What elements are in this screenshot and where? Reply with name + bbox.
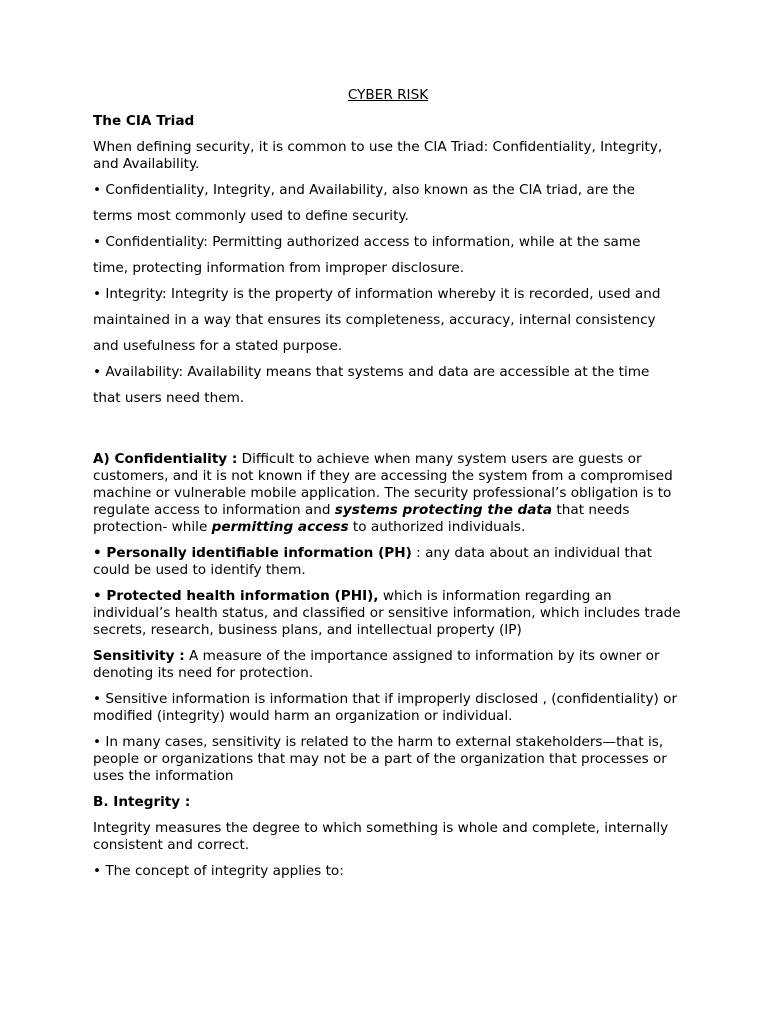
phi-paragraph: [93, 588, 683, 639]
bullet-cia-line1: • Confidentiality, Integrity, and Availability, also known as the CIA triad, are the: [93, 182, 635, 198]
intro-paragraph: When defining security, it is common to use the CIA Triad: Confidentiality, Integrity, and Availability.: [93, 139, 663, 172]
confidentiality-label: A) Confidentiality :: [93, 451, 238, 467]
section-gap: [93, 416, 683, 451]
cia-heading: The CIA Triad: [93, 113, 195, 129]
bullet-integrity-line2: maintained in a way that ensures its completeness, accuracy, internal consistency: [93, 312, 656, 328]
integrity-bullet-1: • The concept of integrity applies to:: [93, 863, 344, 879]
bullet-integrity-line1: • Integrity: Integrity is the property of information whereby it is recorded, used and: [93, 286, 661, 302]
confidentiality-text-3: to authorized individuals.: [348, 519, 526, 535]
phi-text: which is information regarding an individual’s health status, and classified or sensitive information, which includes trade secrets, research, business plans, and intellectual property (IP): [93, 588, 681, 638]
bullet-cia-line2: terms most commonly used to define security.: [93, 208, 409, 224]
phi-label: • Protected health information (PHI),: [93, 588, 379, 604]
integrity-paragraph: Integrity measures the degree to which something is whole and complete, internally consistent and correct.: [93, 820, 669, 853]
pii-paragraph: [93, 545, 683, 579]
sensitivity-label: Sensitivity :: [93, 648, 185, 664]
bullet-availability-line1: • Availability: Availability means that systems and data are accessible at the time: [93, 364, 650, 380]
confidentiality-paragraph: [93, 451, 683, 536]
pii-label: • Personally identifiable information (PH): [93, 545, 412, 561]
confidentiality-emphasis-1: systems protecting the data: [334, 502, 553, 518]
sensitivity-bullet-2: • In many cases, sensitivity is related to the harm to external stakeholders—that is, people or organizations that may not be a part of the organization that processes or uses the information: [93, 734, 667, 784]
document-body: [93, 87, 683, 889]
bullet-integrity-line3: and usefulness for a stated purpose.: [93, 338, 343, 354]
bullet-availability-line2: that users need them.: [93, 390, 245, 406]
confidentiality-text-1: Difficult to achieve when many system users are guests or customers, and it is not known if they are accessing the system from a compromised machine or vulnerable mobile application. The security professional’s obligation is to regulate access to information and: [93, 451, 673, 518]
pii-text: : any data about an individual that could be used to identify them.: [93, 545, 653, 578]
bullet-confidentiality-line2: time, protecting information from improper disclosure.: [93, 260, 465, 276]
bullet-confidentiality-line1: • Confidentiality: Permitting authorized access to information, while at the same: [93, 234, 641, 250]
confidentiality-text-2: that needs protection- while: [93, 502, 630, 535]
sensitivity-paragraph: [93, 648, 683, 682]
sensitivity-text: A measure of the importance assigned to information by its owner or denoting its need for protection.: [93, 648, 660, 681]
document-title: CYBER RISK: [347, 87, 429, 103]
confidentiality-emphasis-2: permitting access: [211, 519, 349, 535]
sensitivity-bullet-1: • Sensitive information is information that if improperly disclosed , (confidentiality) or modified (integrity) would harm an organization or individual.: [93, 691, 678, 724]
integrity-heading: B. Integrity :: [93, 794, 191, 810]
